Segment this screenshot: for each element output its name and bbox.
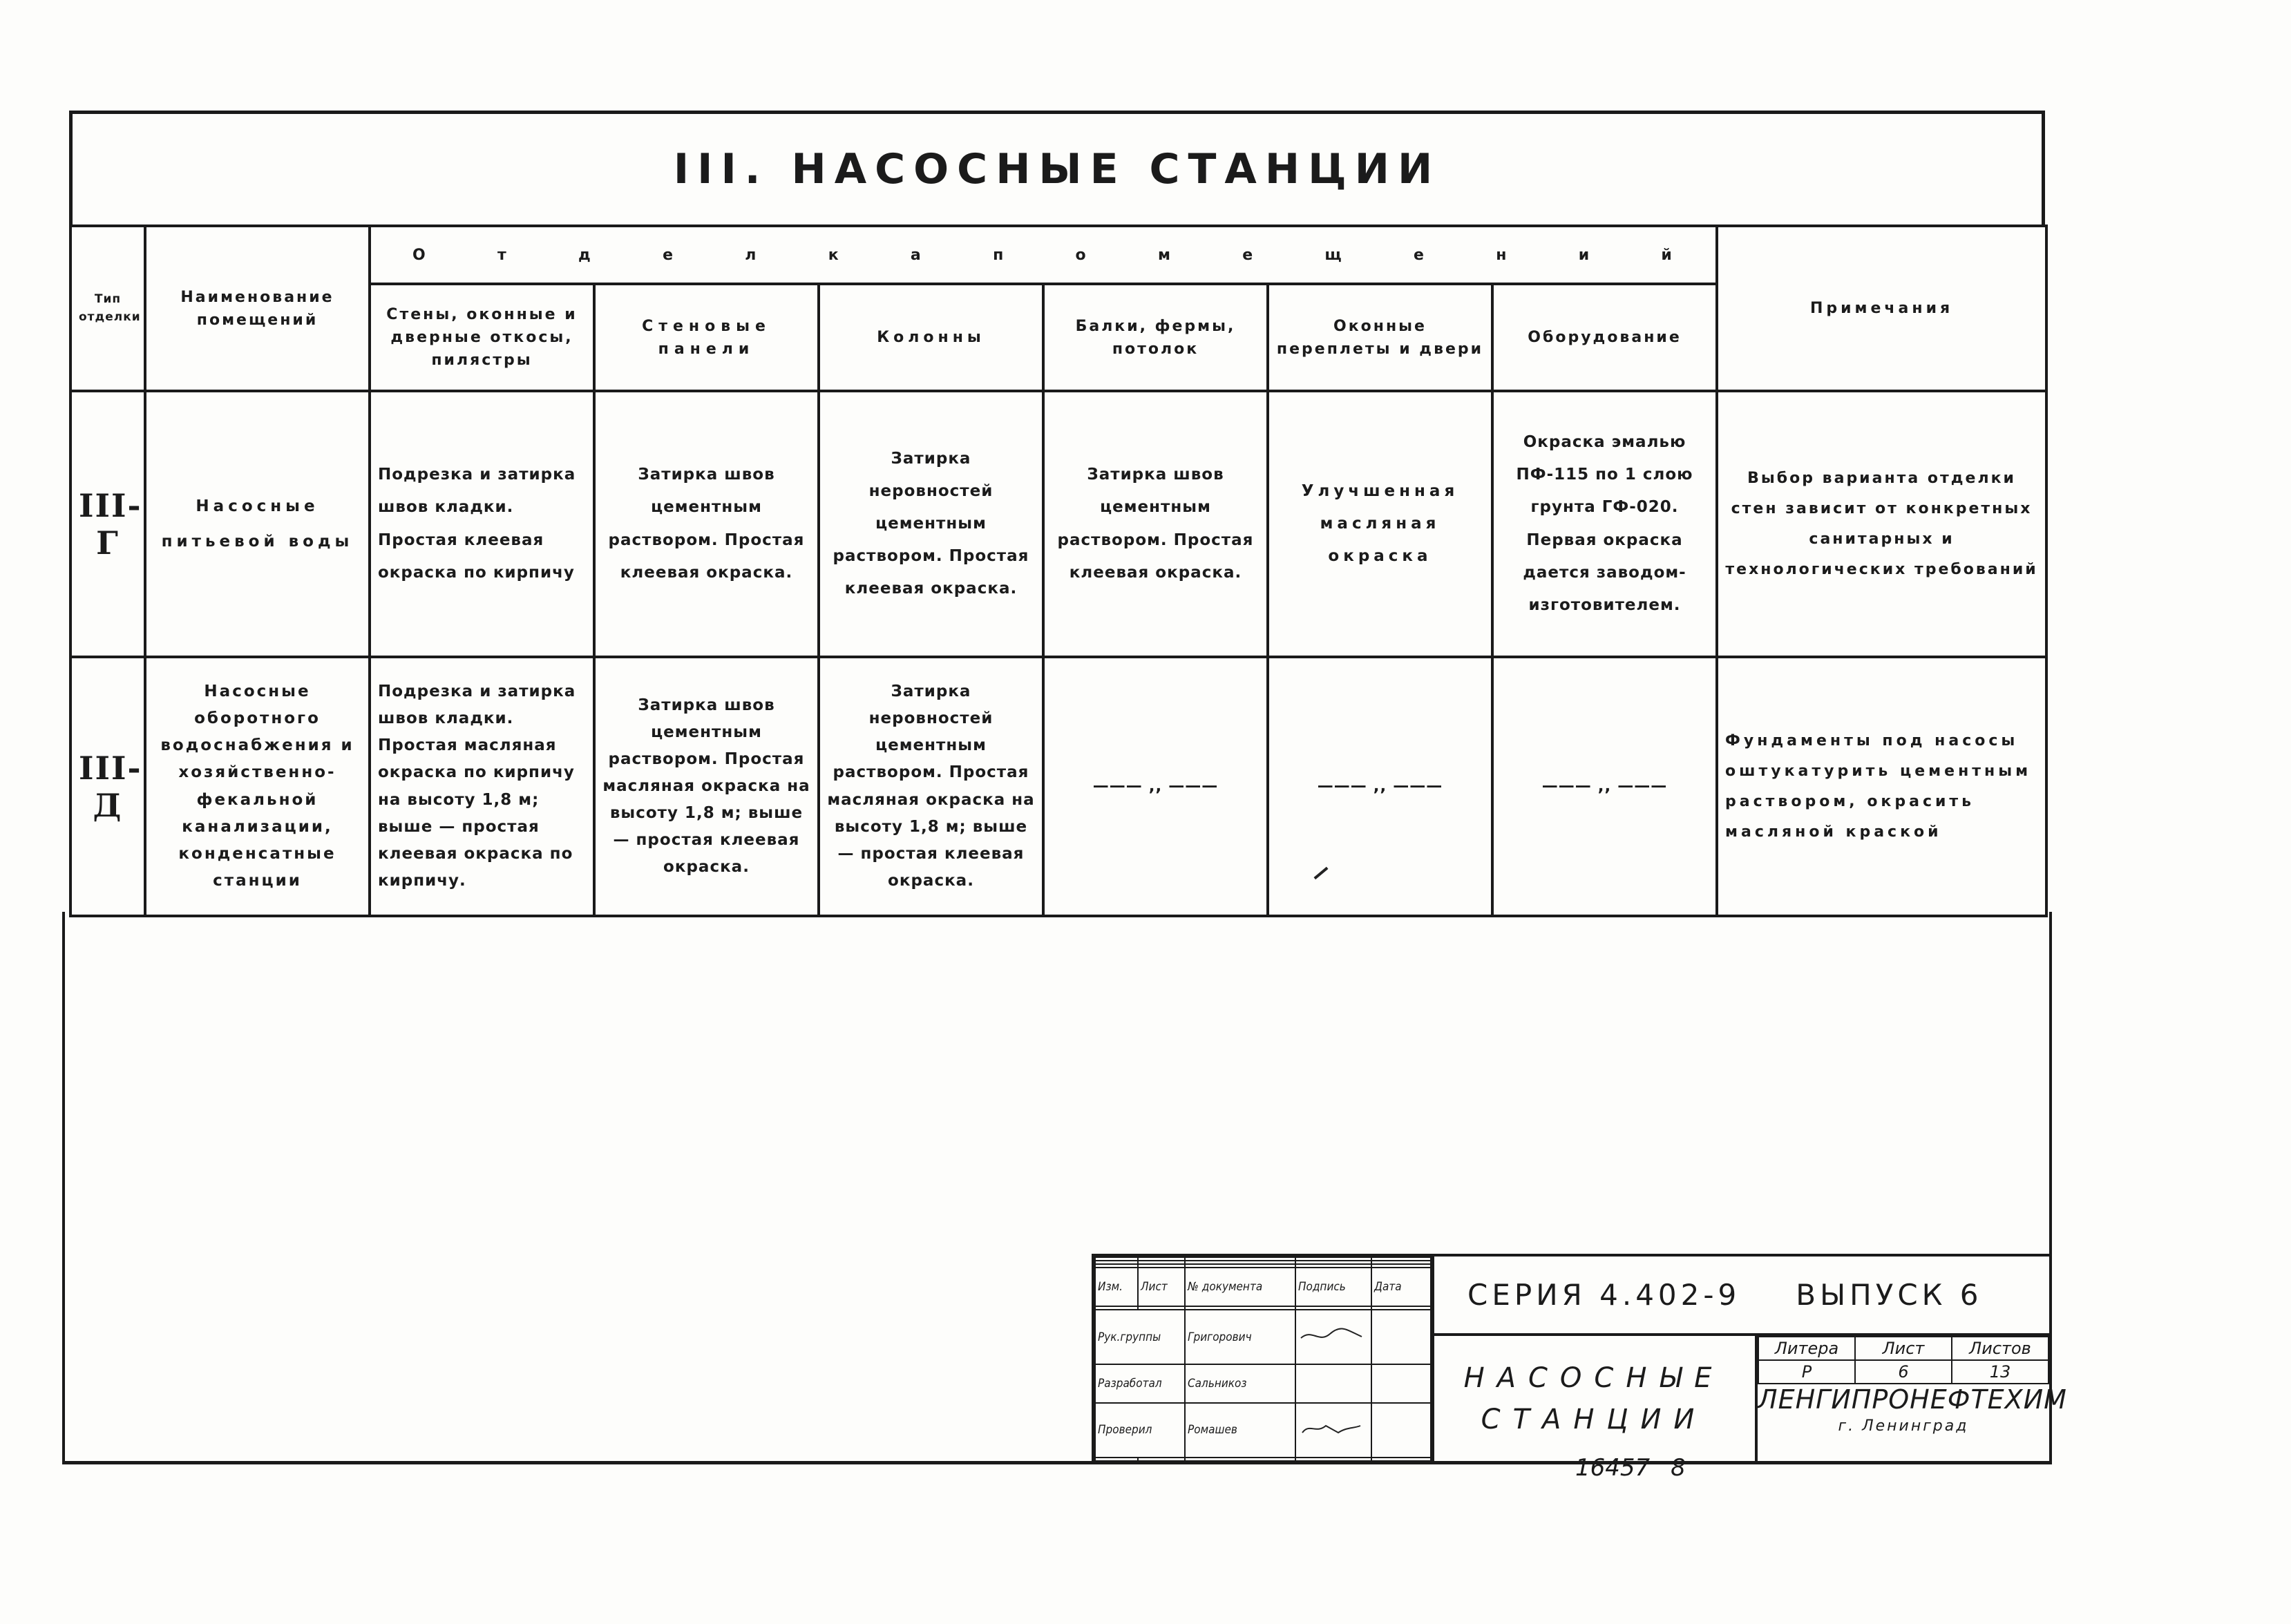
group-header-letter: о bbox=[1075, 246, 1088, 264]
page-title-band bbox=[69, 111, 2045, 225]
row-windows: ——— ,, ——— bbox=[1268, 657, 1492, 916]
sig-head-sheet: Лист bbox=[1138, 1268, 1185, 1306]
sheet-header: Лист bbox=[1855, 1337, 1952, 1360]
signature-mark bbox=[1295, 1403, 1371, 1458]
row-panels: Затирка швов цементным раствором. Простая клеевая окраска. bbox=[594, 391, 819, 657]
litera-value: Р bbox=[1758, 1360, 1855, 1384]
col-equipment-header: Оборудование bbox=[1492, 284, 1717, 391]
sheet-value: 6 bbox=[1855, 1360, 1952, 1384]
row-beams: ——— ,, ——— bbox=[1043, 657, 1268, 916]
row-notes: Фундаменты под насосы оштукатурить цементным раствором, окрасить масляной краской bbox=[1717, 657, 2046, 916]
row-equipment: Окраска эмалью ПФ-115 по 1 слою грунта ГФ-020. Первая окраска дается заводом-изготовителем. bbox=[1492, 391, 1717, 657]
col-notes-header: Примечания bbox=[1717, 226, 2046, 391]
table-row bbox=[70, 657, 2046, 916]
sheets-value: 13 bbox=[1952, 1360, 2048, 1384]
document-title bbox=[1433, 1336, 1758, 1462]
group-header-letter: м bbox=[1157, 246, 1172, 264]
group-header-letter: д bbox=[578, 246, 593, 264]
finishing-table bbox=[69, 225, 2048, 917]
archive-number bbox=[1575, 1454, 1686, 1482]
row-notes: Выбор варианта отделки стен зависит от конкретных санитарных и технологических требований bbox=[1717, 391, 2046, 657]
role-person: Григорович bbox=[1185, 1310, 1295, 1364]
row-name: Насосные оборотного водоснабжения и хозяйственно-фекальной канализации, конденсатные станции bbox=[145, 657, 370, 916]
page-title: III. НАСОСНЫЕ СТАНЦИИ bbox=[673, 145, 1441, 193]
row-name: Насосные питьевой воды bbox=[145, 391, 370, 657]
group-header-letter: О bbox=[412, 246, 428, 264]
row-columns: Затирка неровностей цементным раствором. Простая клеевая окраска. bbox=[819, 391, 1043, 657]
signature-header-row bbox=[1095, 1268, 1434, 1306]
col-name-header: Наименование помещений bbox=[145, 226, 370, 391]
group-header-letter: е bbox=[663, 246, 676, 264]
series-number: СЕРИЯ 4.402-9 bbox=[1467, 1278, 1741, 1312]
document-title-line-1: НАСОСНЫЕ bbox=[1463, 1362, 1724, 1394]
group-header-letter: й bbox=[1661, 246, 1674, 264]
row-beams: Затирка швов цементным раствором. Простая клеевая окраска. bbox=[1043, 391, 1268, 657]
group-header-letter: к bbox=[828, 246, 841, 264]
group-header-letter: л bbox=[745, 246, 759, 264]
archive-number-2: 8 bbox=[1671, 1454, 1686, 1482]
signature-grid bbox=[1094, 1257, 1433, 1462]
sig-head-docnum: № документа bbox=[1185, 1268, 1295, 1306]
col-windows-header: Оконные переплеты и двери bbox=[1268, 284, 1492, 391]
group-header-letter: е bbox=[1414, 246, 1426, 264]
row-walls: Подрезка и затирка швов кладки. Простая клеевая окраска по кирпичу bbox=[370, 391, 594, 657]
col-walls-header: Стены, оконные и дверные откосы, пилястры bbox=[370, 284, 594, 391]
row-columns: Затирка неровностей цементным раствором. Простая масляная окраска на высоту 1,8 м; выше — простая клеевая окраска. bbox=[819, 657, 1043, 916]
row-type: III-Г bbox=[70, 391, 145, 657]
litera-header: Литера bbox=[1758, 1337, 1855, 1360]
table-row bbox=[70, 391, 2046, 657]
role-label: Проверил bbox=[1095, 1403, 1185, 1458]
row-walls: Подрезка и затирка швов кладки. Простая масляная окраска по кирпичу на высоту 1,8 м; выше — простая клеевая окраска по кирпичу. bbox=[370, 657, 594, 916]
row-type: III-Д bbox=[70, 657, 145, 916]
title-block bbox=[1092, 1254, 2067, 1464]
group-header-letter: т bbox=[497, 246, 508, 264]
sheets-header: Листов bbox=[1952, 1337, 2048, 1360]
role-person: Сальникоз bbox=[1185, 1364, 1295, 1403]
role-label: Рук.группы bbox=[1095, 1310, 1185, 1364]
sig-head-change: Изм. bbox=[1095, 1268, 1138, 1306]
row-panels: Затирка швов цементным раствором. Простая масляная окраска на высоту 1,8 м; выше — простая клеевая окраска. bbox=[594, 657, 819, 916]
signature-row bbox=[1095, 1310, 1434, 1364]
organization-name: ЛЕНГИПРОНЕФТЕХИМ bbox=[1758, 1384, 2067, 1415]
group-header-letter: а bbox=[910, 246, 923, 264]
sig-head-date: Дата bbox=[1371, 1268, 1434, 1306]
group-header-letter: и bbox=[1578, 246, 1592, 264]
group-header-letters bbox=[378, 244, 1709, 267]
col-panels-header: Стеновые панели bbox=[594, 284, 819, 391]
sig-head-signature: Подпись bbox=[1295, 1268, 1371, 1306]
archive-number-1: 16457 bbox=[1575, 1454, 1651, 1482]
role-person: Ромашев bbox=[1185, 1403, 1295, 1458]
col-columns-header: Колонны bbox=[819, 284, 1043, 391]
group-header-letter: щ bbox=[1324, 246, 1344, 264]
signature-row bbox=[1095, 1403, 1434, 1458]
signature-row bbox=[1095, 1364, 1434, 1403]
document-title-line-2: СТАНЦИИ bbox=[1481, 1404, 1707, 1435]
sheet-info bbox=[1758, 1336, 2067, 1462]
issue-number: ВЫПУСК 6 bbox=[1796, 1278, 1983, 1312]
row-windows: Улучшенная масляная окраска bbox=[1268, 391, 1492, 657]
signature-mark bbox=[1295, 1310, 1371, 1364]
col-type-header: Тип отделки bbox=[70, 226, 145, 391]
row-equipment: ——— ,, ——— bbox=[1492, 657, 1717, 916]
organization-city: г. Ленинград bbox=[1838, 1417, 1969, 1435]
series-field bbox=[1433, 1257, 2049, 1336]
group-header bbox=[370, 226, 1717, 284]
role-label: Разработал bbox=[1095, 1364, 1185, 1403]
group-header-letter: п bbox=[993, 246, 1006, 264]
group-header-letter: е bbox=[1242, 246, 1255, 264]
group-header-letter: н bbox=[1496, 246, 1509, 264]
col-beams-header: Балки, фермы, потолок bbox=[1043, 284, 1268, 391]
